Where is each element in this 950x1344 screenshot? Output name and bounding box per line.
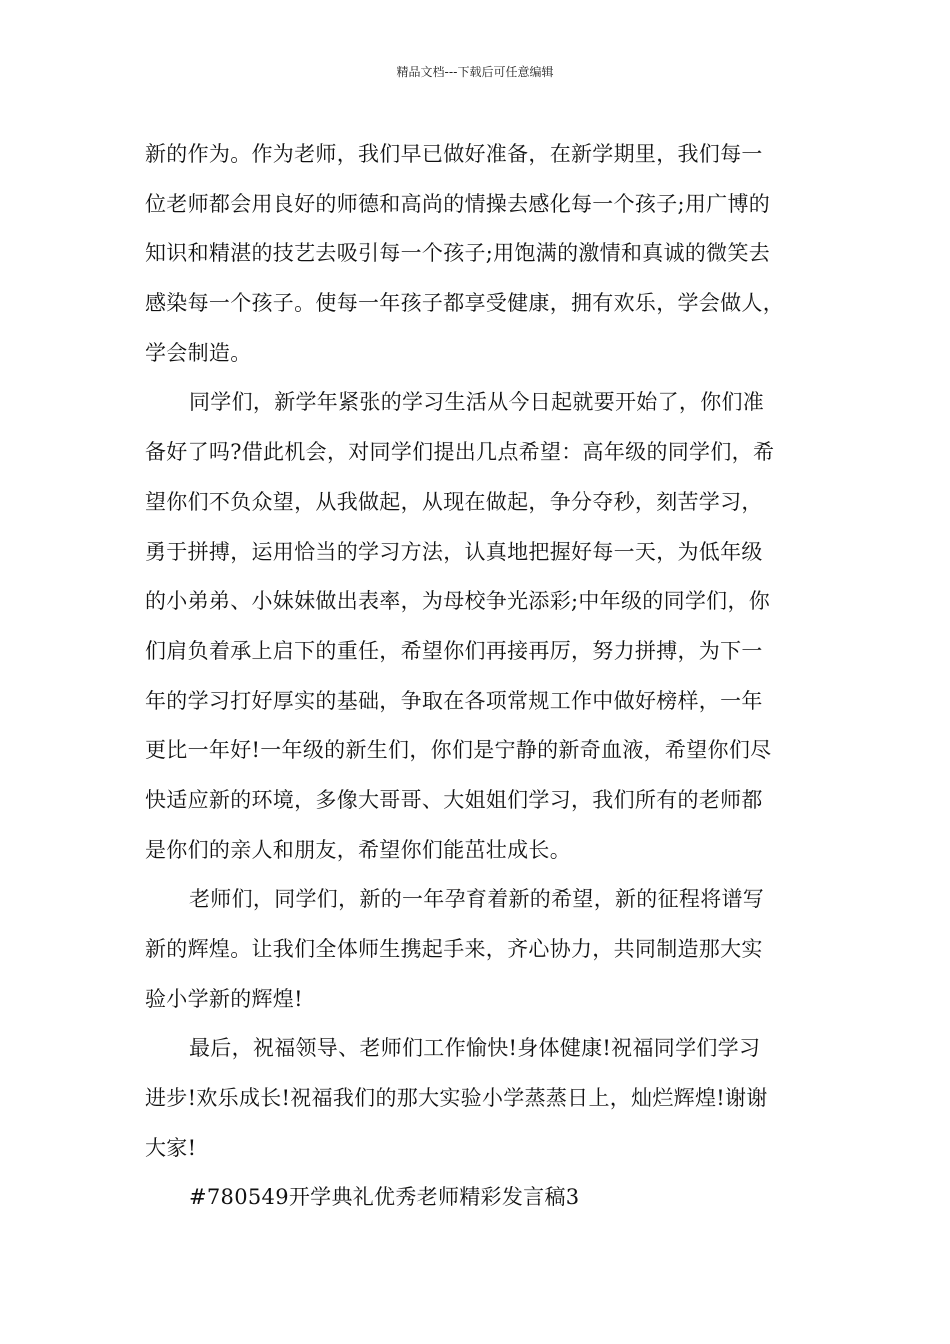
document-body [145,130,825,1223]
page-header: 精品文档---下载后可任意编辑 [396,65,554,79]
paragraph-start-line: 同学们，新学年紧张的学习生活从今日起就要开始了，你们准 [189,390,765,415]
text-line: 快适应新的环境，多像大哥哥、大姐姐们学习，我们所有的老师都 [145,787,763,812]
paragraph-start-line: 最后，祝福领导、老师们工作愉快!身体健康!祝福同学们学习 [189,1036,761,1061]
paragraph-start-line: 老师们，同学们，新的一年孕育着新的希望，新的征程将谱写 [189,887,765,912]
text-line: 位老师都会用良好的师德和高尚的情操去感化每一个孩子;用广博的 [145,191,771,216]
text-line: 新的辉煌。让我们全体师生携起手来，齐心协力，共同制造那大实 [145,937,763,961]
text-line: 学会制造。 [145,340,252,365]
text-line: 更比一年好!一年级的新生们，你们是宁静的新奇血液，希望你们尽 [145,738,772,763]
text-line: 新的作为。作为老师，我们早已做好准备，在新学期里，我们每一 [145,142,763,166]
text-line: 大家! [145,1135,197,1160]
text-line: 勇于拼搏，运用恰当的学习方法，认真地把握好每一天，为低年级 [145,539,763,564]
text-line: 感染每一个孩子。使每一年孩子都享受健康，拥有欢乐，学会做人， [145,291,784,316]
text-line: 进步!欢乐成长!祝福我们的那大实验小学蒸蒸日上，灿烂辉煌!谢谢 [145,1086,768,1111]
text-line: 知识和精湛的技艺去吸引每一个孩子;用饱满的激情和真诚的微笑去 [145,241,771,266]
text-line: 验小学新的辉煌! [145,986,303,1011]
text-line: 们肩负着承上启下的重任，希望你们再接再厉，努力拼搏，为下一 [145,638,763,663]
text-line: 年的学习打好厚实的基础，争取在各项常规工作中做好榜样，一年 [145,688,763,713]
text-line: 的小弟弟、小妹妹做出表率，为母校争光添彩;中年级的同学们，你 [145,589,771,614]
text-line: 备好了吗?借此机会，对同学们提出几点希望：高年级的同学们，希 [145,440,775,465]
text-line: 是你们的亲人和朋友，希望你们能茁壮成长。 [145,837,571,862]
text-line: 望你们不负众望，从我做起，从现在做起，争分夺秒，刻苦学习， [145,489,763,514]
section-heading: #780549开学典礼优秀老师精彩发言稿3 [189,1185,580,1210]
